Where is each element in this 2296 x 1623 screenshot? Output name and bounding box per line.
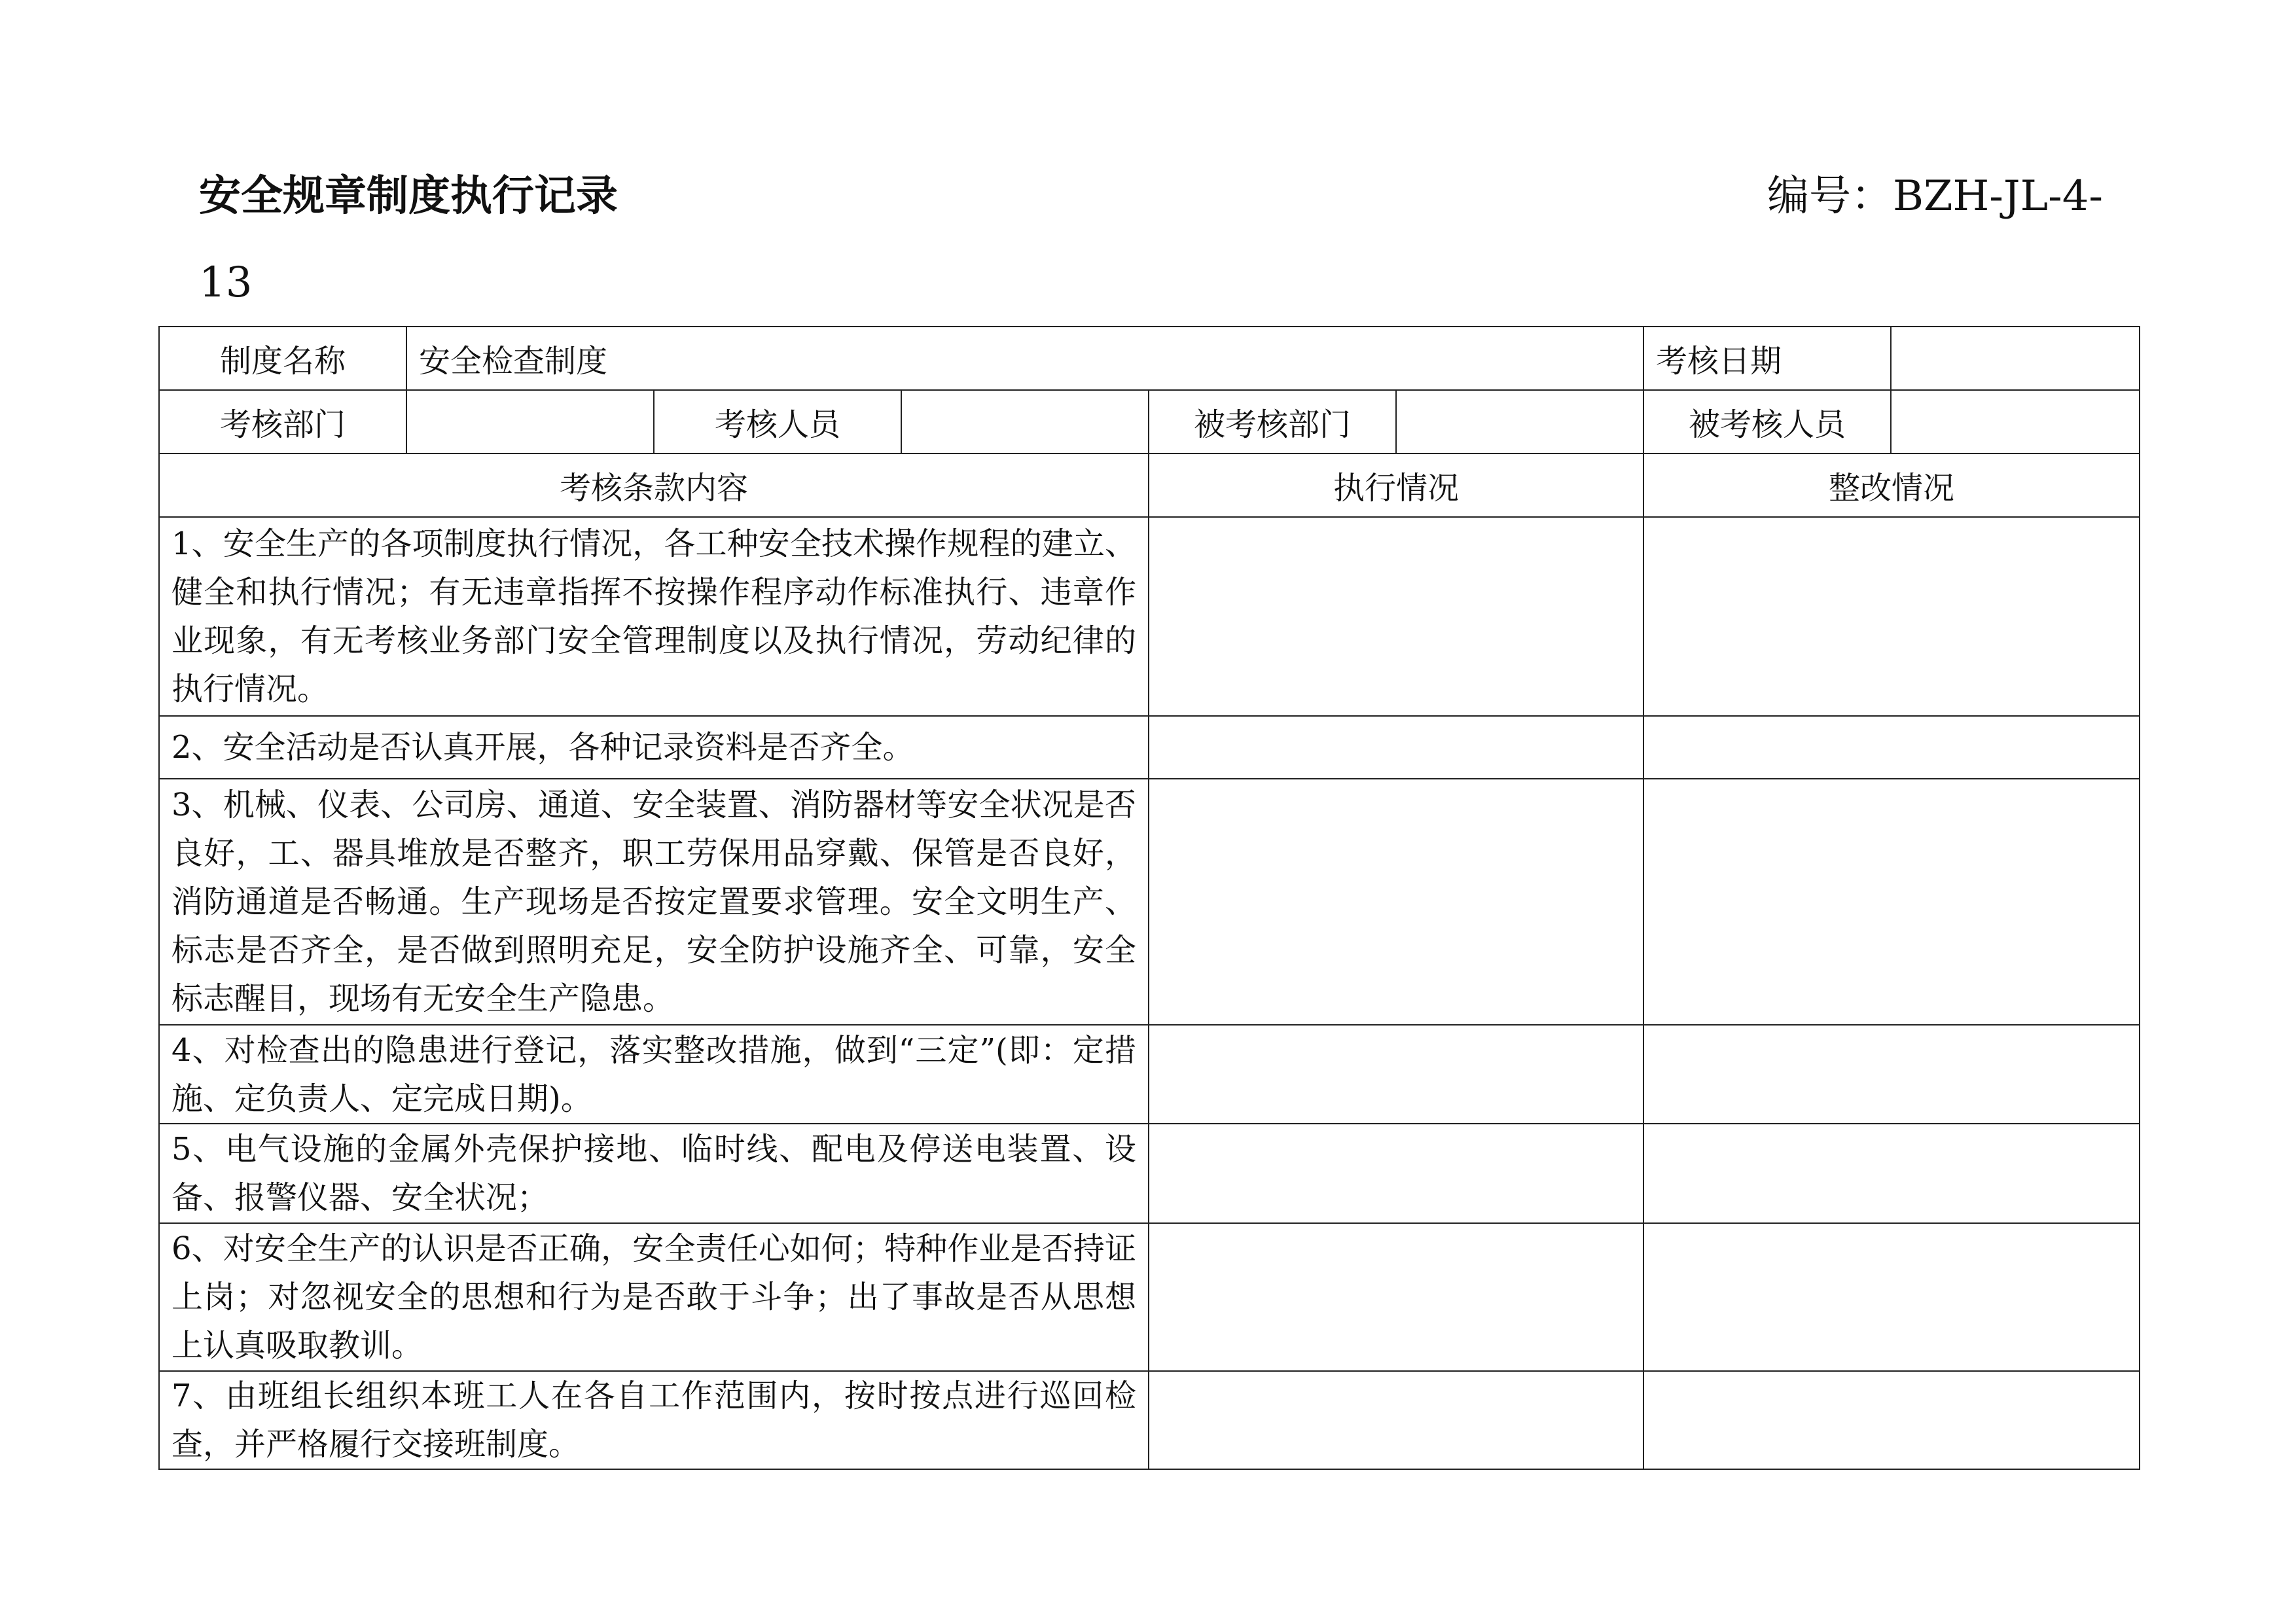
assessed-dept-value[interactable] — [1396, 390, 1643, 454]
assessed-dept-label: 被考核部门 — [1149, 390, 1396, 454]
rectification-cell[interactable] — [1643, 1124, 2140, 1223]
assess-dept-value[interactable] — [406, 390, 654, 454]
assessment-item-text: 2、安全活动是否认真开展，各种记录资料是否齐全。 — [159, 716, 1149, 779]
assessor-value[interactable] — [901, 390, 1149, 454]
assess-date-label: 考核日期 — [1643, 327, 1891, 390]
system-name-value[interactable]: 安全检查制度 — [406, 327, 1643, 390]
assessment-parties-row — [159, 390, 2140, 454]
assess-date-value[interactable] — [1891, 327, 2140, 390]
system-name-row — [159, 327, 2140, 390]
assessment-item-text: 3、机械、仪表、公司房、通道、安全装置、消防器材等安全状况是否良好，工、器具堆放是否整齐，职工劳保用品穿戴、保管是否良好，消防通道是否畅通。生产现场是否按定置要求管理。安全文明生产、标志是否齐全，是否做到照明充足，安全防护设施齐全、可靠，安全标志醒目，现场有无安全生产隐患。 — [159, 779, 1149, 1025]
assessed-person-label: 被考核人员 — [1643, 390, 1891, 454]
table-row — [159, 1371, 2140, 1469]
assessment-item-text: 5、电气设施的金属外壳保护接地、临时线、配电及停送电装置、设备、报警仪器、安全状况； — [159, 1124, 1149, 1223]
rectification-cell[interactable] — [1643, 1223, 2140, 1371]
table-row — [159, 1124, 2140, 1223]
rectification-cell[interactable] — [1643, 517, 2140, 716]
rectification-cell[interactable] — [1643, 1025, 2140, 1124]
table-row — [159, 1223, 2140, 1371]
execution-column-header: 执行情况 — [1149, 454, 1643, 517]
assess-dept-label: 考核部门 — [159, 390, 406, 454]
execution-cell[interactable] — [1149, 1124, 1643, 1223]
column-header-row — [159, 454, 2140, 517]
rectification-column-header: 整改情况 — [1643, 454, 2140, 517]
execution-cell[interactable] — [1149, 1371, 1643, 1469]
content-column-header: 考核条款内容 — [159, 454, 1149, 517]
execution-cell[interactable] — [1149, 779, 1643, 1025]
execution-cell[interactable] — [1149, 517, 1643, 716]
table-row — [159, 1025, 2140, 1124]
assessment-item-text: 6、对安全生产的认识是否正确，安全责任心如何；特种作业是否持证上岗；对忽视安全的思想和行为是否敢于斗争；出了事故是否从思想上认真吸取教训。 — [159, 1223, 1149, 1371]
document-title: 安全规章制度执行记录 — [199, 171, 618, 221]
system-name-label: 制度名称 — [159, 327, 406, 390]
execution-cell[interactable] — [1149, 1025, 1643, 1124]
record-table — [158, 326, 2140, 1470]
rectification-cell[interactable] — [1643, 779, 2140, 1025]
table-row — [159, 716, 2140, 779]
document-number-continued: 13 — [199, 259, 253, 307]
execution-cell[interactable] — [1149, 1223, 1643, 1371]
assessment-item-text: 7、由班组长组织本班工人在各自工作范围内，按时按点进行巡回检查，并严格履行交接班制度。 — [159, 1371, 1149, 1469]
assessment-item-text: 4、对检查出的隐患进行登记，落实整改措施，做到“三定”(即：定措施、定负责人、定完成日期)。 — [159, 1025, 1149, 1124]
assessed-person-value[interactable] — [1891, 390, 2140, 454]
assessment-item-text: 1、安全生产的各项制度执行情况，各工种安全技术操作规程的建立、健全和执行情况；有无违章指挥不按操作程序动作标准执行、违章作业现象，有无考核业务部门安全管理制度以及执行情况，劳动纪律的执行情况。 — [159, 517, 1149, 716]
table-row — [159, 517, 2140, 716]
table-row — [159, 779, 2140, 1025]
execution-cell[interactable] — [1149, 716, 1643, 779]
rectification-cell[interactable] — [1643, 716, 2140, 779]
document-number: 编号：BZH-JL-4- — [1767, 172, 2104, 221]
rectification-cell[interactable] — [1643, 1371, 2140, 1469]
assessor-label: 考核人员 — [654, 390, 901, 454]
